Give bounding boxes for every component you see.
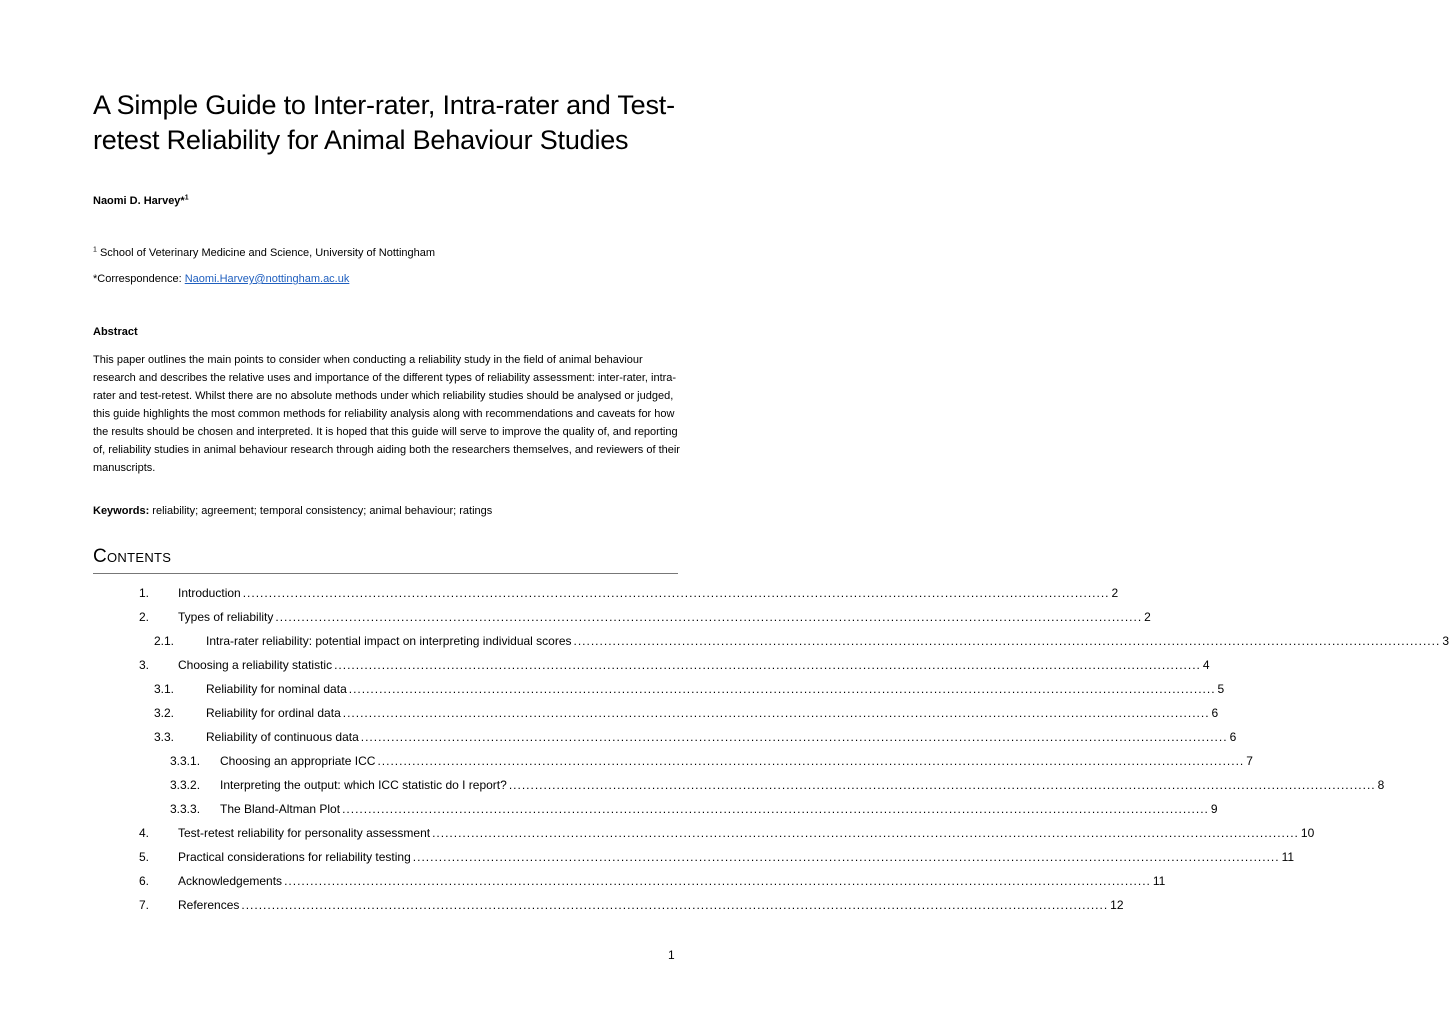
toc-entry-number: 3.: [139, 658, 150, 672]
toc-entry-label: Reliability for ordinal data: [206, 706, 341, 720]
toc-entry-label: Interpreting the output: which ICC statistic do I report?: [220, 778, 507, 792]
toc-entry-label: Choosing a reliability statistic: [178, 658, 333, 672]
toc-entry-line: [206, 682, 1225, 696]
toc-entry-page: 5: [1217, 682, 1225, 696]
paper-title: A Simple Guide to Inter-rater, Intra-rater and Test-retest Reliability for Animal Behaviour Studies: [93, 90, 675, 155]
toc-entry[interactable]: [93, 653, 1210, 677]
toc-entry-line: [206, 730, 1237, 744]
keywords-text: reliability; agreement; temporal consistency; animal behaviour; ratings: [149, 505, 493, 517]
toc-entry[interactable]: [93, 677, 1225, 701]
toc-entry-page: 4: [1202, 658, 1210, 672]
toc-entry[interactable]: [93, 797, 1218, 821]
toc-leader-dots: ........................................................................................................................................................................................................: [348, 682, 1216, 696]
toc-entry-number: 2.: [139, 610, 150, 624]
toc-entry[interactable]: [93, 773, 1385, 797]
toc-entry-number: 7.: [139, 898, 150, 912]
toc-entry-line: [178, 850, 1295, 864]
toc-entry-label: References: [178, 898, 240, 912]
toc-leader-dots: ........................................................................................................................................................................................................: [284, 874, 1151, 888]
toc-entry[interactable]: [93, 749, 1253, 773]
toc-entry-page: 6: [1211, 706, 1219, 720]
toc-entry-number: 2.1.: [154, 634, 175, 648]
toc-entry-line: [178, 586, 1119, 600]
affiliation-sup: 1: [93, 246, 97, 254]
correspondence-label: *Correspondence:: [93, 273, 185, 285]
toc-entry-number: 3.3.2.: [170, 778, 201, 792]
toc-leader-dots: ........................................................................................................................................................................................................: [342, 706, 1210, 720]
affiliation-text: School of Veterinary Medicine and Science, University of Nottingham: [96, 247, 436, 259]
toc-entry-page: 11: [1281, 850, 1295, 864]
toc-entry-number: 4.: [139, 826, 150, 840]
toc-entry-page: 12: [1110, 898, 1124, 912]
toc-entry-label: Test-retest reliability for personality assessment: [178, 826, 431, 840]
toc-entry-label: Intra-rater reliability: potential impact on interpreting individual scores: [206, 634, 572, 648]
author-name: Naomi D. Harvey*: [93, 195, 185, 207]
toc-entry-number: 3.1.: [154, 682, 175, 696]
toc-entry[interactable]: [93, 581, 1119, 605]
toc-entry-page: 8: [1377, 778, 1385, 792]
toc-entry-label: Choosing an appropriate ICC: [220, 754, 376, 768]
toc-entry-page: 11: [1152, 874, 1166, 888]
toc-entry[interactable]: [93, 821, 1315, 845]
page-number: 1: [668, 948, 675, 962]
toc-entry-number: 3.3.: [154, 730, 175, 744]
toc-entry-line: [220, 754, 1253, 768]
toc-leader-dots: ........................................................................................................................................................................................................: [573, 634, 1441, 648]
toc-leader-dots: ........................................................................................................................................................................................................: [377, 754, 1245, 768]
toc-entry-line: [178, 658, 1210, 672]
toc-entry-page: 9: [1210, 802, 1218, 816]
toc-leader-dots: ........................................................................................................................................................................................................: [508, 778, 1376, 792]
toc-entry-page: 3: [1442, 634, 1449, 648]
toc-entry-label: Practical considerations for reliability testing: [178, 850, 411, 864]
affiliation-line: [93, 247, 435, 259]
toc-entry-number: 3.2.: [154, 706, 175, 720]
toc-entry[interactable]: [93, 845, 1295, 869]
toc-entry-label: Reliability for nominal data: [206, 682, 347, 696]
toc-entry-page: 10: [1300, 826, 1315, 840]
toc-leader-dots: ........................................................................................................................................................................................................: [275, 610, 1143, 624]
author-line: [93, 195, 189, 207]
toc-entry-page: 2: [1144, 610, 1151, 624]
toc-entry-label: Reliability of continuous data: [206, 730, 359, 744]
toc-leader-dots: ........................................................................................................................................................................................................: [360, 730, 1228, 744]
correspondence-email-link[interactable]: Naomi.Harvey@nottingham.ac.uk: [184, 273, 350, 285]
author-affil-sup: 1: [184, 194, 189, 202]
toc-entry-line: [220, 802, 1218, 816]
toc-leader-dots: ........................................................................................................................................................................................................: [241, 898, 1109, 912]
correspondence-line: [93, 273, 349, 285]
toc-entry[interactable]: [93, 869, 1166, 893]
toc-entry-line: [206, 634, 1449, 648]
toc-entry-page: 6: [1229, 730, 1237, 744]
keywords-line: [93, 505, 492, 517]
toc-entry-label: The Bland-Altman Plot: [220, 802, 341, 816]
toc-entry-line: [178, 874, 1166, 888]
toc-entry[interactable]: [93, 893, 1124, 917]
toc-entry-number: 6.: [139, 874, 150, 888]
toc-entry-page: 2: [1111, 586, 1119, 600]
toc-leader-dots: ........................................................................................................................................................................................................: [432, 826, 1299, 840]
toc-entry-page: 7: [1246, 754, 1253, 768]
toc-entry-line: [178, 610, 1151, 624]
toc-leader-dots: ........................................................................................................................................................................................................: [242, 586, 1110, 600]
toc-entry-line: [220, 778, 1385, 792]
toc-entry-label: Introduction: [178, 586, 241, 600]
toc-entry-label: Types of reliability: [178, 610, 274, 624]
toc-entry-number: 1.: [139, 586, 150, 600]
toc-entry-line: [178, 898, 1124, 912]
toc-entry-line: [206, 706, 1219, 720]
keywords-label: Keywords:: [93, 505, 150, 517]
toc-entry[interactable]: [93, 725, 1237, 749]
toc-leader-dots: ........................................................................................................................................................................................................: [334, 658, 1201, 672]
toc-entry[interactable]: [93, 701, 1219, 725]
toc-entry-line: [178, 826, 1315, 840]
toc-entry-label: Acknowledgements: [178, 874, 283, 888]
toc-entry-number: 5.: [139, 850, 150, 864]
toc-leader-dots: ........................................................................................................................................................................................................: [342, 802, 1209, 816]
toc-leader-dots: ........................................................................................................................................................................................................: [412, 850, 1280, 864]
toc-entry-number: 3.3.3.: [170, 802, 201, 816]
toc-entry[interactable]: [93, 629, 1449, 653]
toc-entry-number: 3.3.1.: [170, 754, 201, 768]
contents-heading: Contents: [93, 546, 172, 567]
toc-entry[interactable]: [93, 605, 1151, 629]
contents-divider: [93, 573, 678, 574]
abstract-heading: Abstract: [93, 326, 138, 338]
abstract-text: This paper outlines the main points to consider when conducting a reliability study in the field of animal behaviour research and describes the relative uses and importance of the different types of reliability assessment: inter-rater, intra-rater and test-retest. Whilst there are no absolute methods under which reliability studies should be analysed or judged, this guide highlights the most common methods for reliability analysis along with recommendations and caveats for how the results should be chosen and interpreted. It is hoped that this guide will serve to improve the quality of, and reporting of, reliability studies in animal behaviour research through aiding both the researchers themselves, and reviewers of their manuscripts.: [93, 354, 680, 474]
